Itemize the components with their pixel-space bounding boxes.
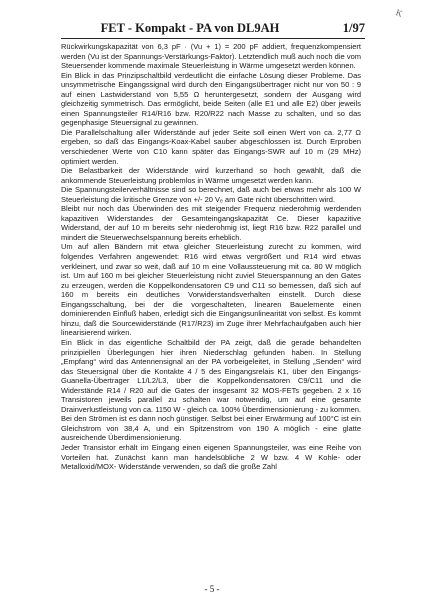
- paragraph: Bleibt nur noch das Überwinden des mit steigender Frequenz niederohmig werdenden kapazitiven Widerstandes der Gesamteingangskapazität Ce. Dieser kapazitive Widerstand, der auf 10 m bereits sehr niederohmig ist, liegt R16 bzw. R22 parallel und mindert die Steuerwechselspannung bereits erheblich.: [61, 204, 361, 242]
- paragraph: Die Spannungsteilerverhältnisse sind so berechnet, daß auch bei etwas mehr als 100 W Steuerleistung die kritische Grenze von +/- 20 Vₑ am Gate nicht überschritten wird.: [61, 185, 361, 204]
- paragraph: Ein Blick in das Prinzipschaltbild verdeutlicht die einfache Lösung dieser Probleme. Das unsymmetrische Eingangssignal wird durch den Eingangsübertrager nicht nur von 50 : 9 auf einen Lastwiderstand von 5,55 Ω heruntergesetzt, sondern der Ausgang wird gleichzeitig symmetrisch. Das ermöglicht, beide Seiten (alle E1 und alle E2) über jeweils einen Spannungsteiler R14/R16 bzw. R20/R22 nach Masse zu schalten, und so das gegenphasige Steuersignal zu gewinnen.: [61, 70, 361, 128]
- paragraph: Die Parallelschaltung aller Widerstände auf jeder Seite soll einen Wert von ca. 2,77 Ω ergeben, so daß das Eingangs-Koax-Kabel sauber abgeschlossen ist. Durch Erproben verschiedener Werte von C10 kann später das Eingangs-SWR auf 10 m (29 MHz) optimiert werden.: [61, 127, 361, 166]
- paragraph: Rückwirkungskapazität von 6,3 pF · (Vu + 1) = 200 pF addiert, frequenzkompensiert werden (Vu ist der Spannungs-Verstärkungs-Faktor). Letztendlich muß auch noch die vom Steuersender kommende maximale Steuerleistung in Wärme umgesetzt werden können.: [61, 42, 361, 71]
- page-title: FET - Kompakt - PA von DL9AH: [100, 21, 280, 35]
- body-text: [61, 42, 361, 584]
- page-header: [61, 20, 365, 39]
- paragraph: Ein Blick in das eigentliche Schaltbild der PA zeigt, daß die gerade behandelten prinzipiellen Überlegungen hier ihren Niederschlag gefunden haben. In Stellung „Empfang“ wird das Antennensignal an der PA vorbeigeleitet, in Stellung „Senden“ wird das Steuersignal über die Kontakte 4 / 5 des Eingangsrelais K1, über den Eingangs-Guanella-Übertrager L1/L2/L3, über die Koppelkondensatoren C9/C11 und die Widerstände R14 / R20 auf die Gates der insgesamt 32 MOS-FETs gegeben. 2 x 16 Transistoren jeweils parallel zu schalten war notwendig, um auf eine gesamte Drainverlustleistung von ca. 1150 W - gleich ca. 100% Überdimensionierung - zu kommen. Bei den Strömen ist es dann noch günstiger. Selbst bei einer Erwärmung auf 100°C ist ein Gleichstrom von 38,4 A, und ein Spitzenstrom von 190 A möglich - eine glatte ausreichende Überdimensionierung.: [61, 337, 361, 443]
- page-number: - 5 -: [204, 584, 220, 594]
- paragraph: Die Belastbarkeit der Widerstände wird kurzerhand so hoch gewählt, daß die ankommende Steuerleistung problemlos in Wärme umgesetzt werden kann.: [61, 166, 361, 185]
- paragraph: Um auf allen Bändern mit etwa gleicher Steuerleistung zurecht zu kommen, wird folgendes Verfahren angewendet: R16 wird etwas vergrößert und R14 wird etwas verkleinert, und zwar so weit, daß auf 10 m eine Vollaussteuerung mit ca. 80 W möglich ist. Um auf 160 m bei gleicher Steuerleistung nicht zuviel Steuerspannung an den Gates zu erzeugen, werden die Koppelkondensatoren C9 und C11 so bemessen, daß sich auf 160 m bereits ein deutliches Vorwiderstandsverhalten einstellt. Durch diese Eingangsschaltung, bei der die vorgeschalteten, linearen Bauelemente einen dominierenden Einfluß haben, erledigt sich die Eingangsunlinearität von selbst. Es kommt hinzu, daß die Sourcewiderstände (R17/R23) im Zuge ihrer Mehrfachaufgaben auch hier linearisierend wirken.: [61, 242, 361, 338]
- corner-mark: K: [394, 7, 405, 19]
- issue-number: 1/97: [342, 21, 365, 35]
- paragraph: Jeder Transistor erhält im Eingang einen eigenen Spannungsteiler, was eine Reihe von Vorteilen hat. Zunächst kann man handelsübliche 2 W bzw. 4 W Kohle- oder Metalloxid/MOX- Widerstände verwenden, so daß die große Zahl: [61, 442, 361, 472]
